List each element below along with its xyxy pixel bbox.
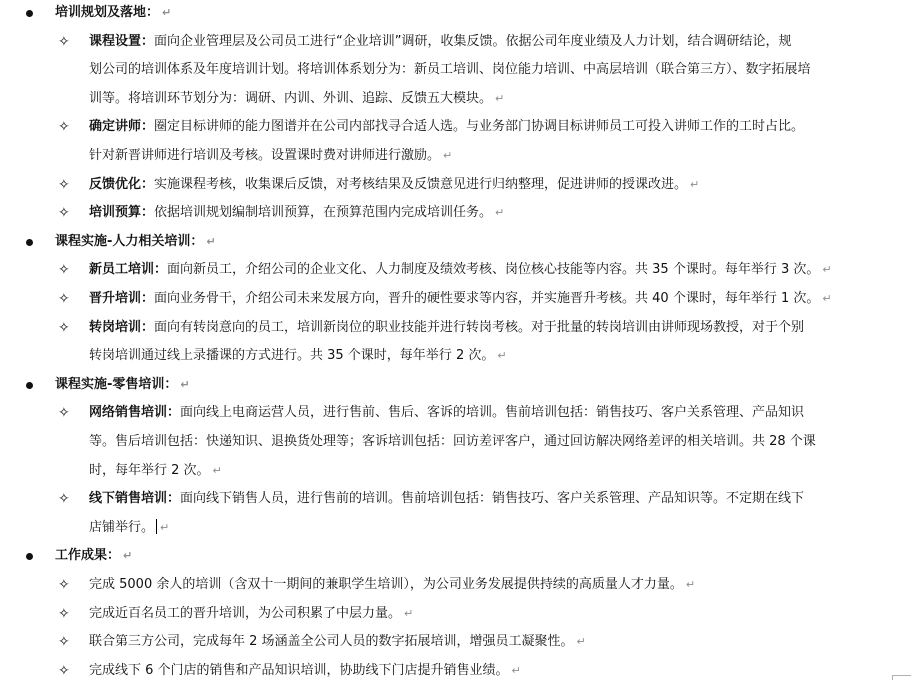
paragraph-mark-icon: ↵ <box>123 549 133 563</box>
paragraph-mark-icon: ↵ <box>404 606 414 620</box>
paragraph-line <box>89 176 699 194</box>
bullet-icon <box>26 10 33 17</box>
paragraph-mark-icon: ↵ <box>511 663 521 677</box>
paragraph-mark-icon: ↵ <box>495 206 505 220</box>
section-heading-text: 课程实施-零售培训： <box>55 376 178 392</box>
paragraph-mark-icon: ↵ <box>212 463 222 477</box>
diamond-bullet-icon: ✧ <box>58 319 70 336</box>
item-text: 店铺举行。 <box>89 519 155 535</box>
paragraph-mark-icon: ↵ <box>162 6 172 19</box>
paragraph-line <box>89 404 804 422</box>
paragraph-mark-icon: ↵ <box>206 234 216 248</box>
diamond-bullet-icon: ✧ <box>58 405 70 422</box>
section-heading <box>55 376 190 394</box>
section-heading <box>55 233 216 251</box>
diamond-bullet-icon: ✧ <box>58 176 70 193</box>
section-heading-text: 课程实施-人力相关培训： <box>55 233 204 249</box>
item-text: 时，每年举行 2 次。 <box>89 462 210 478</box>
paragraph-line <box>89 61 811 79</box>
paragraph-mark-icon: ↵ <box>443 149 453 162</box>
diamond-bullet-icon: ✧ <box>58 491 70 508</box>
paragraph-line <box>89 605 413 623</box>
item-label: 网络销售培训： <box>89 405 181 421</box>
item-text: 面向企业管理层及公司员工进行“企业培训”调研，收集反馈。依据公司年度业绩及人力计划，结合调研结论，规 <box>154 33 792 49</box>
diamond-bullet-icon: ✧ <box>58 662 70 679</box>
page-corner-marker <box>892 675 911 680</box>
item-text: 联合第三方公司，完成每年 2 场涵盖全公司人员的数字拓展培训，增强员工凝聚性。 <box>89 634 574 650</box>
item-label: 线下销售培训： <box>89 491 181 507</box>
paragraph-line <box>89 261 832 279</box>
paragraph-mark-icon: ↵ <box>685 578 696 591</box>
paragraph-mark-icon: ↵ <box>160 520 170 534</box>
paragraph-line <box>89 490 804 508</box>
diamond-bullet-icon: ✧ <box>58 605 70 622</box>
item-label: 反馈优化： <box>89 176 155 192</box>
item-text: 圈定目标讲师的能力图谱并在公司内部找寻合适人选。与业务部门协调目标讲师员工可投入讲师工作的工时占比。 <box>154 119 805 135</box>
paragraph-mark-icon: ↵ <box>497 349 507 363</box>
section-heading <box>55 4 171 22</box>
paragraph-line <box>89 662 521 680</box>
item-text: 训等。将培训环节划分为：调研、内训、外训、追踪、反馈五大模块。 <box>89 90 493 106</box>
diamond-bullet-icon: ✧ <box>58 33 70 50</box>
diamond-bullet-icon: ✧ <box>58 291 70 307</box>
item-label: 课程设置： <box>89 33 155 49</box>
item-text: 依据培训规划编制培训预算，在预算范围内完成培训任务。 <box>154 205 493 221</box>
paragraph-line <box>89 118 804 136</box>
item-text: 面向有转岗意向的员工，培训新岗位的职业技能并进行转岗考核。对于批量的转岗培训由讲师现场教授，对于个别 <box>154 319 805 335</box>
item-label: 确定讲师： <box>89 119 155 135</box>
item-text: 面向新员工，介绍公司的企业文化、人力制度及绩效考核、岗位核心技能等内容。共 35 个课时。每年举行 3 次。 <box>167 262 820 278</box>
item-text: 实施课程考核，收集课后反馈，对考核结果及反馈意见进行归纳整理，促进讲师的授课改进。 <box>154 176 688 192</box>
paragraph-line <box>89 33 792 51</box>
diamond-bullet-icon: ✧ <box>58 262 70 279</box>
item-text: 面向线下销售人员，进行售前的培训。售前培训包括：销售技巧、客户关系管理、产品知识等。不定期在线下 <box>180 491 805 507</box>
bullet-icon <box>26 553 33 560</box>
item-text: 等。售后培训包括：快递知识、退换货处理等；客诉培训包括：回访差评客户，通过回访解决网络差评的相关培训。共 28 个课 <box>89 434 816 449</box>
section-heading <box>55 547 132 565</box>
diamond-bullet-icon: ✧ <box>58 577 70 593</box>
item-label: 培训预算： <box>89 205 155 221</box>
paragraph-line <box>89 147 452 165</box>
item-text: 完成线下 6 个门店的销售和产品知识培训，协助线下门店提升销售业绩。 <box>89 662 509 678</box>
paragraph-mark-icon: ↵ <box>822 292 832 305</box>
item-label: 晋升培训： <box>89 291 155 306</box>
paragraph-line <box>89 462 222 480</box>
item-text: 划公司的培训体系及年度培训计划。将培训体系划分为：新员工培训、岗位能力培训、中高层培训（联合第三方）、数字拓展培 <box>89 62 811 78</box>
item-label: 新员工培训： <box>89 262 168 278</box>
item-text: 完成近百名员工的晋升培训，为公司积累了中层力量。 <box>89 605 402 621</box>
paragraph-line <box>89 290 832 308</box>
paragraph-line <box>89 90 504 108</box>
item-text: 面向业务骨干，介绍公司未来发展方向，晋升的硬性要求等内容，并实施晋升考核。共 40 个课时，每年举行 1 次。 <box>154 291 820 306</box>
section-heading-text: 培训规划及落地： <box>55 5 160 20</box>
paragraph-mark-icon: ↵ <box>690 177 700 191</box>
paragraph-line <box>89 633 586 651</box>
paragraph-mark-icon: ↵ <box>576 635 586 649</box>
item-text: 针对新晋讲师进行培训及考核。设置课时费对讲师进行激励。 <box>89 148 441 163</box>
paragraph-line <box>89 204 504 222</box>
paragraph-mark-icon: ↵ <box>822 263 832 277</box>
section-heading-text: 工作成果： <box>55 548 121 564</box>
bullet-icon <box>26 382 33 389</box>
paragraph-line <box>89 347 507 365</box>
item-text: 完成 5000 余人的培训（含双十一期间的兼职学生培训），为公司业务发展提供持续的高质量人才力量。 <box>89 577 683 592</box>
paragraph-line <box>89 576 695 594</box>
paragraph-line <box>89 319 804 337</box>
item-text: 转岗培训通过线上录播课的方式进行。共 35 个课时，每年举行 2 次。 <box>89 348 495 364</box>
item-label: 转岗培训： <box>89 319 155 335</box>
paragraph-mark-icon: ↵ <box>180 377 190 391</box>
paragraph-line <box>89 433 816 451</box>
bullet-icon <box>26 239 33 246</box>
diamond-bullet-icon: ✧ <box>58 119 70 136</box>
text-cursor <box>156 519 157 534</box>
paragraph-line <box>89 519 169 537</box>
paragraph-mark-icon: ↵ <box>495 91 505 105</box>
diamond-bullet-icon: ✧ <box>58 205 70 222</box>
item-text: 面向线上电商运营人员，进行售前、售后、客诉的培训。售前培训包括：销售技巧、客户关系管理、产品知识 <box>180 405 805 421</box>
diamond-bullet-icon: ✧ <box>58 634 70 651</box>
